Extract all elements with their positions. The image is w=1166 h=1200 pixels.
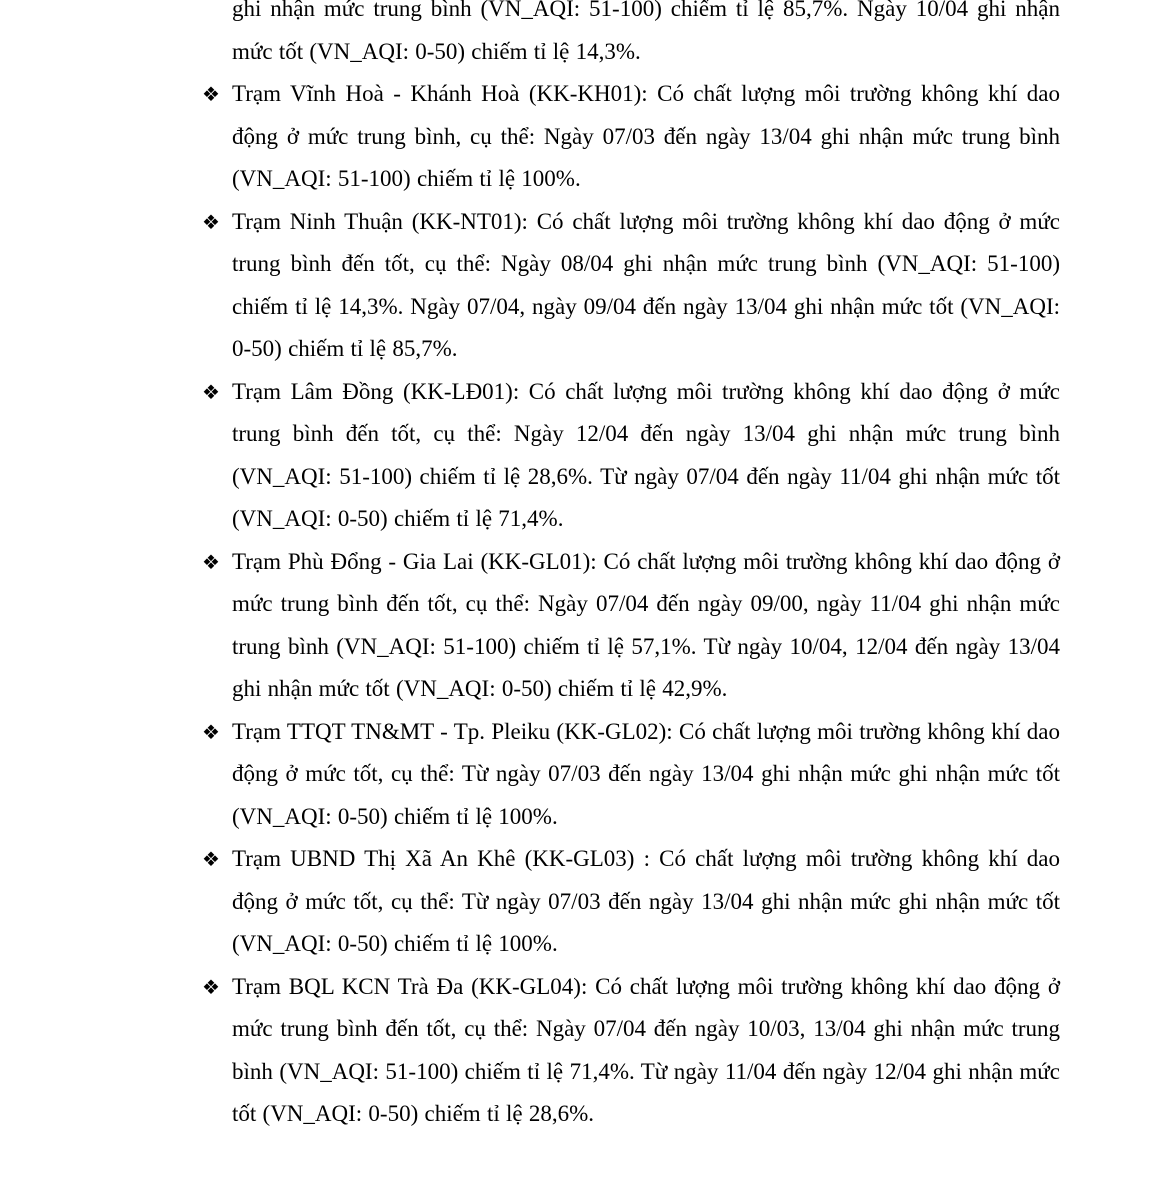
diamond-bullet-icon: ❖: [202, 549, 220, 574]
list-item-station-kk-gl01: [200, 541, 1060, 711]
list-item-station-kk-nt01: [200, 201, 1060, 371]
station-paragraph: Trạm Lâm Đồng (KK-LĐ01): Có chất lượng môi trường không khí dao động ở mức trung bình đến tốt, cụ thể: Ngày 12/04 đến ngày 13/04 ghi nhận mức trung bình (VN_AQI: 51-100) chiếm tỉ lệ 28,6%. Từ ngày 07/04 đến ngày 11/04 ghi nhận mức tốt (VN_AQI: 0-50) chiếm tỉ lệ 71,4%.: [232, 378, 1060, 531]
diamond-bullet-icon: ❖: [202, 719, 220, 744]
list-item-station-kk-gl04: [200, 966, 1060, 1136]
diamond-bullet-icon: ❖: [202, 209, 220, 234]
list-item-station-kk-gl03: [200, 838, 1060, 966]
diamond-bullet-icon: ❖: [202, 82, 220, 106]
station-paragraph: Trạm TTQT TN&MT - Tp. Pleiku (KK-GL02): Có chất lượng môi trường không khí dao động ở mức tốt, cụ thể: Từ ngày 07/03 đến ngày 13/04 ghi nhận mức ghi nhận mức tốt (VN_AQI: 0-50) chiếm tỉ lệ 100%.: [232, 718, 1060, 829]
station-paragraph: Trạm UBND Thị Xã An Khê (KK-GL03) : Có chất lượng môi trường không khí dao động ở mức tốt, cụ thể: Từ ngày 07/03 đến ngày 13/04 ghi nhận mức ghi nhận mức tốt (VN_AQI: 0-50) chiếm tỉ lệ 100%.: [232, 846, 1060, 956]
list-item-station-kk-ld01: [200, 371, 1060, 541]
diamond-bullet-icon: ❖: [202, 847, 220, 871]
document-content: [200, 0, 1060, 1136]
continuation-paragraph: ghi nhận mức trung bình (VN_AQI: 51-100) chiếm tỉ lệ 85,7%. Ngày 10/04 ghi nhận mức tốt (VN_AQI: 0-50) chiếm tỉ lệ 14,3%.: [232, 0, 1060, 64]
diamond-bullet-icon: ❖: [202, 379, 220, 404]
diamond-bullet-icon: ❖: [202, 974, 220, 999]
list-item-station-kk-gl02: [200, 711, 1060, 839]
station-paragraph: Trạm Phù Đổng - Gia Lai (KK-GL01): Có chất lượng môi trường không khí dao động ở mức trung bình đến tốt, cụ thể: Ngày 07/04 đến ngày 09/00, ngày 11/04 ghi nhận mức trung bình (VN_AQI: 51-100) chiếm tỉ lệ 57,1%. Từ ngày 10/04, 12/04 đến ngày 13/04 ghi nhận mức tốt (VN_AQI: 0-50) chiếm tỉ lệ 42,9%.: [232, 548, 1060, 701]
station-paragraph: Trạm BQL KCN Trà Đa (KK-GL04): Có chất lượng môi trường không khí dao động ở mức trung bình đến tốt, cụ thể: Ngày 07/04 đến ngày 10/03, 13/04 ghi nhận mức trung bình (VN_AQI: 51-100) chiếm tỉ lệ 71,4%. Từ ngày 11/04 đến ngày 12/04 ghi nhận mức tốt (VN_AQI: 0-50) chiếm tỉ lệ 28,6%.: [232, 973, 1060, 1126]
station-paragraph: Trạm Ninh Thuận (KK-NT01): Có chất lượng môi trường không khí dao động ở mức trung bình đến tốt, cụ thể: Ngày 08/04 ghi nhận mức trung bình (VN_AQI: 51-100) chiếm tỉ lệ 14,3%. Ngày 07/04, ngày 09/04 đến ngày 13/04 ghi nhận mức tốt (VN_AQI: 0-50) chiếm tỉ lệ 85,7%.: [232, 208, 1060, 361]
station-paragraph: Trạm Vĩnh Hoà - Khánh Hoà (KK-KH01): Có chất lượng môi trường không khí dao động ở mức trung bình, cụ thể: Ngày 07/03 đến ngày 13/04 ghi nhận mức trung bình (VN_AQI: 51-100) chiếm tỉ lệ 100%.: [232, 81, 1060, 191]
list-item-station-kk-kh01: [200, 73, 1060, 201]
